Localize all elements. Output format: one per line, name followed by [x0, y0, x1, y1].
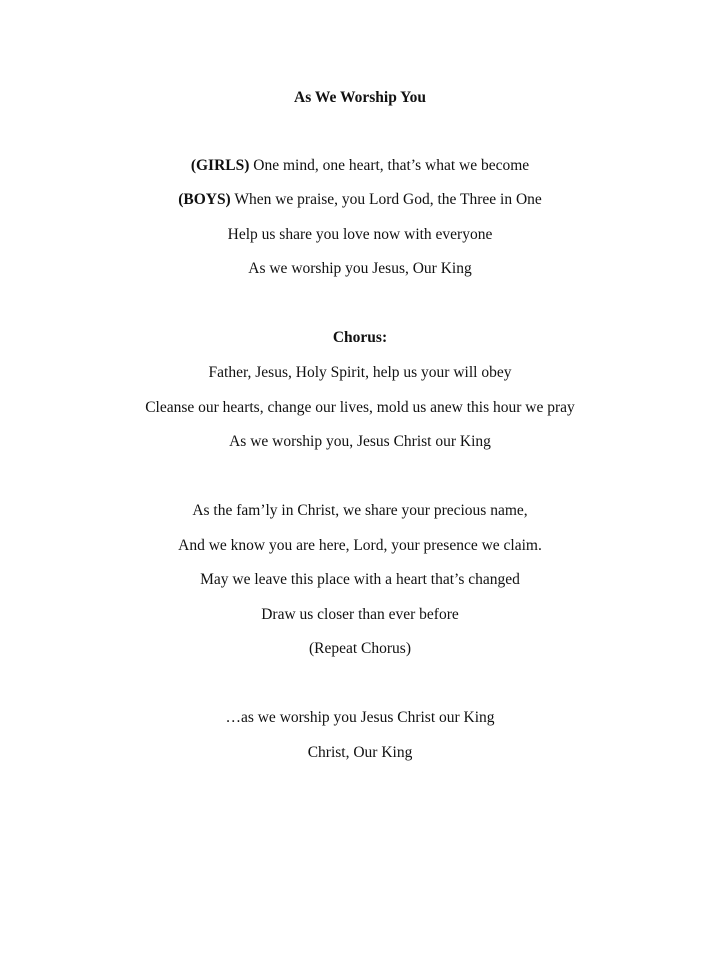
verse2-line3: May we leave this place with a heart that’s changed: [200, 571, 520, 588]
verse1-line1: [0, 156, 720, 176]
verse1-line2: [0, 190, 720, 210]
verse2-line2: And we know you are here, Lord, your presence we claim.: [178, 537, 542, 554]
chorus-heading: Chorus:: [332, 329, 388, 346]
verse1-line1-text: One mind, one heart, that’s what we become: [249, 157, 530, 174]
verse1-line4: As we worship you Jesus, Our King: [248, 260, 472, 277]
document-title: As We Worship You: [294, 89, 426, 106]
verse2-line4: Draw us closer than ever before: [261, 606, 459, 623]
ending-line2: Christ, Our King: [307, 744, 413, 761]
girls-tag: (GIRLS): [190, 157, 250, 174]
ending-line1: …as we worship you Jesus Christ our King: [225, 709, 495, 726]
chorus-line2: Cleanse our hearts, change our lives, mold us anew this hour we pray: [145, 399, 575, 416]
verse1-line3: Help us share you love now with everyone: [227, 226, 493, 243]
boys-tag: (BOYS): [178, 191, 231, 208]
chorus-line1: Father, Jesus, Holy Spirit, help us your will obey: [208, 364, 512, 381]
verse1-line2-text: When we praise, you Lord God, the Three in One: [230, 191, 542, 208]
repeat-chorus-note: (Repeat Chorus): [308, 640, 411, 657]
chorus-line3: As we worship you, Jesus Christ our King: [229, 433, 491, 450]
verse2-line1: As the fam’ly in Christ, we share your precious name,: [192, 502, 528, 519]
